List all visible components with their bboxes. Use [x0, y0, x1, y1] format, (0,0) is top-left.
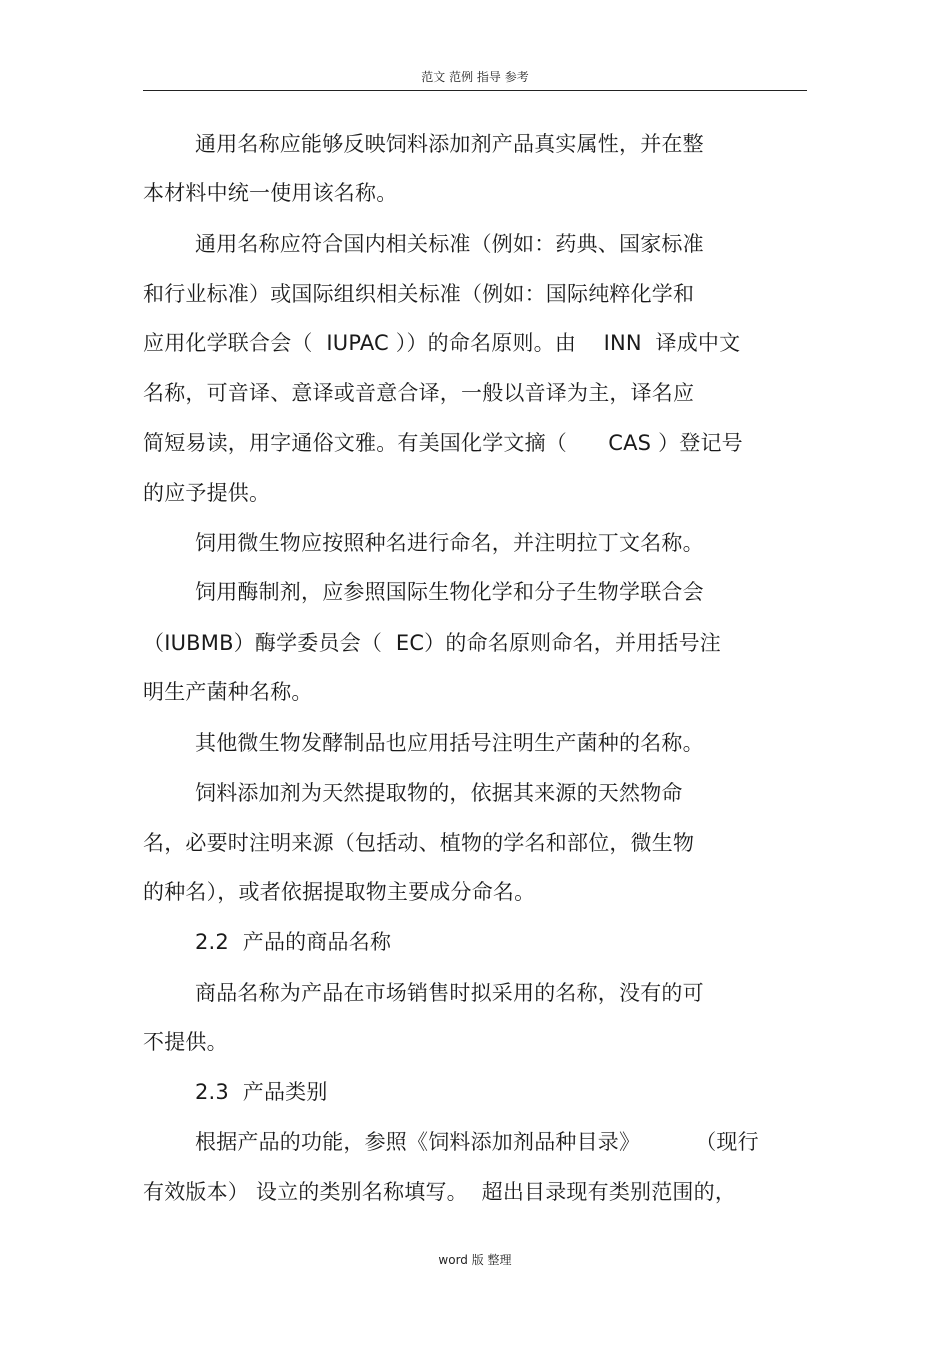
- paragraph-line: 的种名），或者依据提取物主要成分命名。: [143, 880, 536, 904]
- paragraph-line: 根据产品的功能，参照《饲料添加剂品种目录》 （现行: [195, 1130, 759, 1154]
- paragraph-line: 饲用微生物应按照种名进行命名，并注明拉丁文名称。: [195, 531, 704, 555]
- paragraph-line: 的应予提供。: [143, 481, 271, 505]
- paragraph-line: 其他微生物发酵制品也应用括号注明生产菌种的名称。: [195, 731, 704, 755]
- paragraph-line: 饲用酶制剂，应参照国际生物化学和分子生物学联合会: [195, 580, 704, 604]
- page-footer: word 版 整理: [438, 1253, 512, 1267]
- section-heading: 2.3 产品类别: [195, 1080, 328, 1104]
- paragraph-line: 通用名称应符合国内相关标准（例如：药典、国家标准: [195, 232, 704, 256]
- paragraph-line: 有效版本） 设立的类别名称填写。 超出目录现有类别范围的，: [143, 1180, 737, 1204]
- paragraph-line: 名称，可音译、意译或音意合译，一般以音译为主，译名应: [143, 381, 695, 405]
- paragraph-line: 饲料添加剂为天然提取物的，依据其来源的天然物命: [195, 781, 683, 805]
- paragraph-line: 名，必要时注明来源（包括动、植物的学名和部位，微生物: [143, 831, 695, 855]
- page-header: 范文 范例 指导 参考: [421, 70, 529, 84]
- paragraph-line: （IUBMB）酶学委员会（ EC）的命名原则命名，并用括号注: [143, 631, 721, 655]
- paragraph-line: 通用名称应能够反映饲料添加剂产品真实属性，并在整: [195, 132, 704, 156]
- section-heading: 2.2 产品的商品名称: [195, 930, 392, 954]
- paragraph-line: 本材料中统一使用该名称。: [143, 181, 398, 205]
- header-divider: [143, 90, 807, 91]
- paragraph-line: 和行业标准）或国际组织相关标准（例如：国际纯粹化学和: [143, 282, 695, 306]
- paragraph-line: 商品名称为产品在市场销售时拟采用的名称，没有的可: [195, 981, 704, 1005]
- paragraph-line: 应用化学联合会（ IUPAC ））的命名原则。由 INN 译成中文: [143, 331, 741, 355]
- paragraph-line: 简短易读，用字通俗文雅。有美国化学文摘（ CAS ）登记号: [143, 431, 743, 455]
- paragraph-line: 明生产菌种名称。: [143, 680, 313, 704]
- paragraph-line: 不提供。: [143, 1030, 228, 1054]
